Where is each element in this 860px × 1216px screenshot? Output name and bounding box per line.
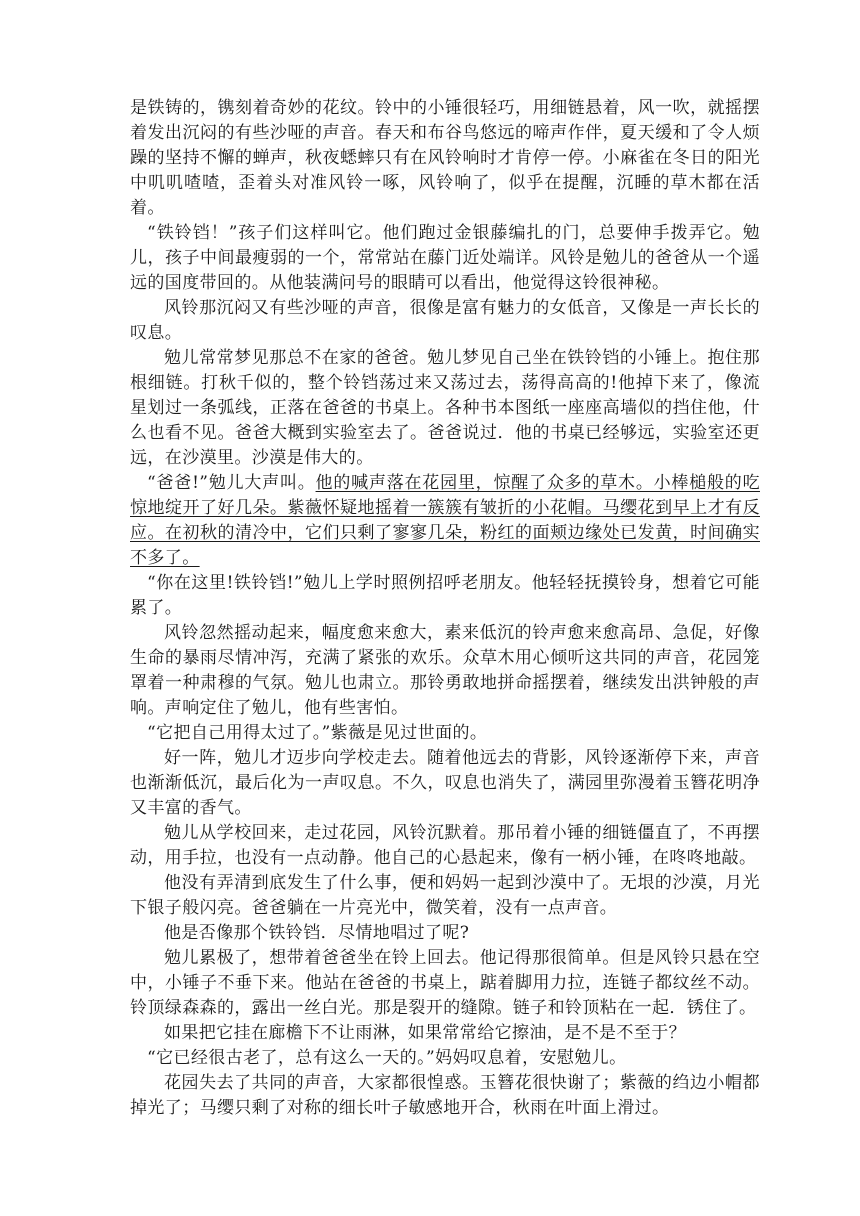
paragraph-13: 勉儿累极了，想带着爸爸坐在铃上回去。他记得那很简单。但是风铃只悬在空中，小锤子不垂下来。他站在爸爸的书桌上，踮着脚用力拉，连链子都纹丝不动。铃顶绿森森的，露出一丝白光。那是裂开的缝隙。链子和铃顶粘在一起．锈住了。 — [130, 948, 760, 1018]
paragraph-6: “你在这里!铁铃铛!”勉儿上学时照例招呼老朋友。他轻轻抚摸铃身，想着它可能累了。 — [130, 573, 760, 618]
document-body — [130, 96, 760, 1121]
paragraph-4: 勉儿常常梦见那总不在家的爸爸。勉儿梦见自己坐在铁铃铛的小锤上。抱住那根细链。打秋千似的，整个铃铛荡过来又荡过去，荡得高高的!他掉下来了，像流星划过一条弧线，正落在爸爸的书桌上。各种书本图纸一座座高墙似的挡住他，什么也看不见。爸爸大概到实验室去了。爸爸说过．他的书桌已经够远，实验室还更远，在沙漠里。沙漠是伟大的。 — [130, 348, 760, 468]
paragraph-14: 如果把它挂在廊檐下不让雨淋，如果常常给它擦油，是不是不至于？ — [164, 1023, 686, 1043]
paragraph-16: 花园失去了共同的声音，大家都很惶惑。玉簪花很快谢了；紫薇的绉边小帽都掉光了；马缨只剩了对称的细长叶子敏感地开合，秋雨在叶面上滑过。 — [130, 1073, 760, 1118]
paragraph-7: 风铃忽然摇动起来，幅度愈来愈大，素来低沉的铃声愈来愈高昂、急促，好像生命的暴雨尽情冲泻，充满了紧张的欢乐。众草木用心倾听这共同的声音，花园笼罩着一种肃穆的气氛。勉儿也肃立。那铃勇敢地拼命摇摆着，继续发出洪钟般的声响。声响定住了勉儿，他有些害怕。 — [130, 623, 760, 718]
paragraph-2: “铁铃铛！”孩子们这样叫它。他们跑过金银藤编扎的门，总要伸手拨弄它。勉儿，孩子中间最瘦弱的一个，常常站在藤门近处端详。风铃是勉儿的爸爸从一个遥远的国度带回的。从他装满问号的眼睛可以看出，他觉得这铃很神秘。 — [130, 223, 760, 293]
paragraph-5-plain: “爸爸!”勉儿大声叫。 — [147, 473, 316, 493]
paragraph-10: 勉儿从学校回来，走过花园，风铃沉默着。那吊着小锤的细链僵直了，不再摆动，用手拉，也没有一点动静。他自己的心悬起来，像有一柄小锤，在咚咚地敲。 — [130, 823, 760, 868]
paragraph-12: 他是否像那个铁铃铛．尽情地唱过了呢? — [164, 923, 470, 943]
paragraph-3: 风铃那沉闷又有些沙哑的声音，很像是富有魅力的女低音，又像是一声长长的叹息。 — [130, 298, 760, 343]
paragraph-5-underlined: 他的喊声落在花园里，惊醒了众多的草木。小棒槌般的吃惊地绽开了好几朵。紫薇怀疑地摇着一簇簇有皱折的小花帽。马缨花到早上才有反应。在初秋的清冷中，它们只剩了寥寥几朵，粉红的面颊边缘处已发黄，时间确实不多了。 — [130, 473, 760, 568]
paragraph-15: “它已经很古老了，总有这么一天的。”妈妈叹息着，安慰勉儿。 — [147, 1048, 627, 1068]
paragraph-1: 是铁铸的，镌刻着奇妙的花纹。铃中的小锤很轻巧，用细链悬着，风一吹，就摇摆着发出沉闷的有些沙哑的声音。春天和布谷鸟悠远的啼声作伴，夏天缓和了令人烦躁的坚持不懈的蝉声，秋夜蟋蟀只有在风铃响时才肯停一停。小麻雀在冬日的阳光中叽叽喳喳，歪着头对准风铃一啄，风铃响了，似乎在提醒，沉睡的草木都在活着。 — [130, 98, 760, 218]
paragraph-8: “它把自己用得太过了。”紫薇是见过世面的。 — [147, 723, 488, 743]
paragraph-9: 好一阵，勉儿才迈步向学校走去。随着他远去的背影，风铃逐渐停下来，声音也渐渐低沉，最后化为一声叹息。不久，叹息也消失了，满园里弥漫着玉簪花明净又丰富的香气。 — [130, 748, 760, 818]
paragraph-11: 他没有弄清到底发生了什么事，便和妈妈一起到沙漠中了。无垠的沙漠，月光下银子般闪亮。爸爸躺在一片亮光中，微笑着，没有一点声音。 — [130, 873, 760, 918]
paragraph-5 — [130, 471, 760, 571]
